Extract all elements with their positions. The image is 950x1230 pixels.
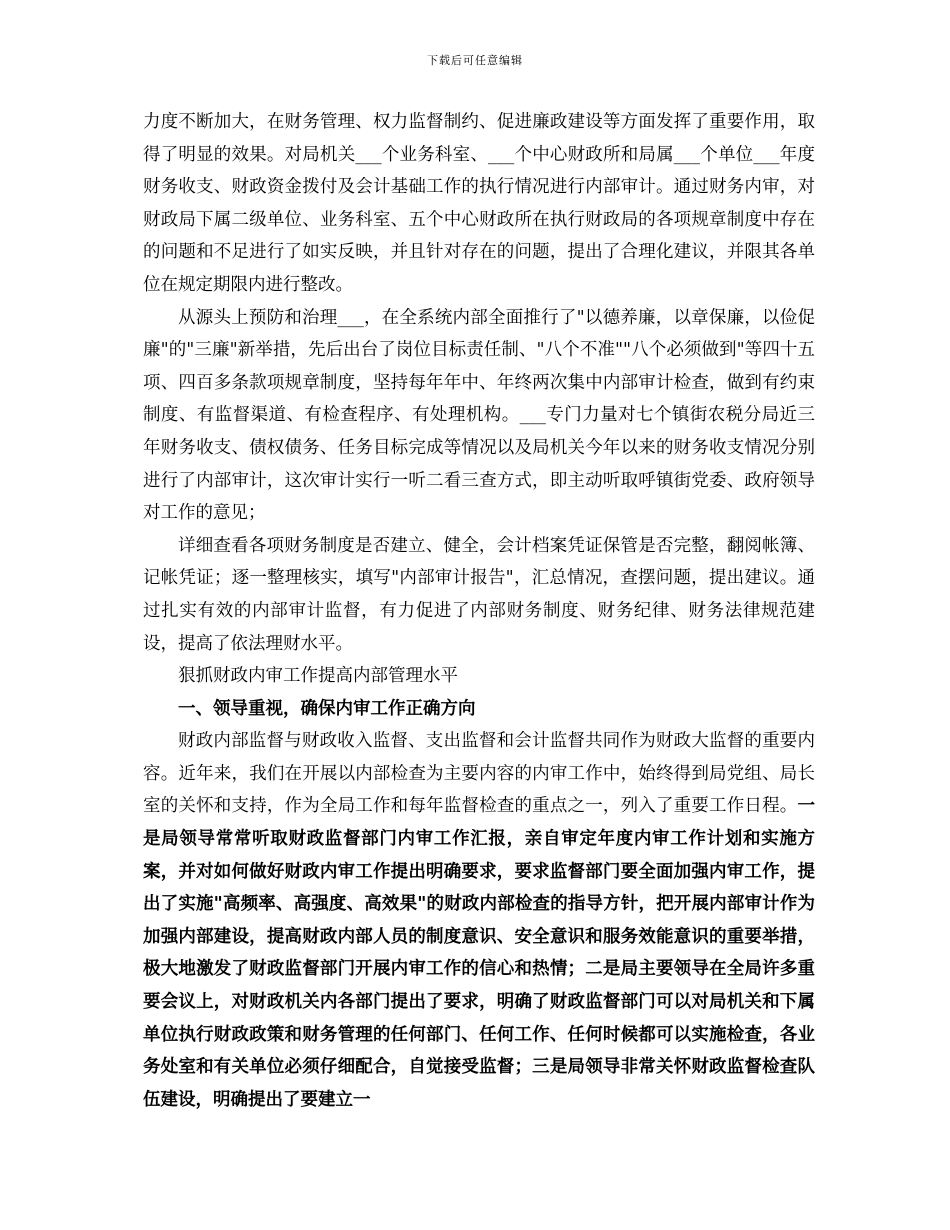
paragraph-3 bbox=[143, 530, 815, 660]
paragraph-3-text: 详细查看各项财务制度是否建立、健全，会计档案凭证保管是否完整，翻阅帐簿、记帐凭证；逐一整理核实，填写"内部审计报告"，汇总情况，查摆问题，提出建议。通过扎实有效的内部审计监督，有力促进了内部财务制度、财务纪律、财务法律规范建设，提高了依法理财水平。 bbox=[143, 535, 815, 654]
paragraph-1 bbox=[143, 106, 815, 302]
document-body bbox=[143, 106, 815, 1116]
section-title-text: 狠抓财政内审工作提高内部管理水平 bbox=[178, 666, 458, 687]
paragraph-4 bbox=[143, 725, 815, 1116]
subsection-heading-1 bbox=[143, 693, 815, 726]
paragraph-4-bold-text: 一是局领导常常听取财政监督部门内审工作汇报，亲自审定年度内审工作计划和实施方案，并对如何做好财政内审工作提出明确要求，要求监督部门要全面加强内审工作，提出了实施"高频率、高强度、高效果"的财政内部检查的指导方针，把开展内部审计作为加强内部建设，提高财政内部人员的制度意识、安全意识和服务效能意识的重要举措，极大地激发了财政监督部门开展内审工作的信心和热情；二是局主要领导在全局许多重要会议上，对财政机关内各部门提出了要求，明确了财政监督部门可以对局机关和下属单位执行财政政策和财务管理的任何部门、任何工作、任何时候都可以实施检查，各业务处室和有关单位必须仔细配合，自觉接受监督；三是局领导非常关怀财政监督检查队伍建设，明确提出了要建立一 bbox=[143, 796, 815, 1110]
subsection-heading-1-text: 一、领导重视，确保内审工作正确方向 bbox=[178, 698, 476, 719]
paragraph-4-text: 财政内部监督与财政收入监督、支出监督和会计监督共同作为财政大监督的重要内容。近年来，我们在开展以内部检查为主要内容的内审工作中，始终得到局党组、局长室的关怀和支持，作为全局工作和每年监督检查的重点之一，列入了重要工作日程。 bbox=[143, 731, 815, 817]
page-header: 下载后可任意编辑 bbox=[427, 54, 523, 67]
paragraph-2-text: 从源头上预防和治理___，在全系统内部全面推行了"以德养廉，以章保廉，以俭促廉"的"三廉"新举措，先后出台了岗位目标责任制、"八个不准""八个必须做到"等四十五项、四百多条款项规章制度，坚持每年年中、年终两次集中内部审计检查，做到有约束制度、有监督渠道、有检查程序、有处理机构。___专门力量对七个镇街农税分局近三年财务收支、债权债务、任务目标完成等情况以及局机关今年以来的财务收支情况分别进行了内部审计，这次审计实行一听二看三查方式，即主动听取呼镇街党委、政府领导对工作的意见； bbox=[143, 307, 815, 524]
paragraph-1-text: 力度不断加大，在财务管理、权力监督制约、促进廉政建设等方面发挥了重要作用，取得了明显的效果。对局机关___个业务科室、___个中心财政所和局属___个单位___年度财务收支、财政资金拨付及会计基础工作的执行情况进行内部审计。通过财务内审，对财政局下属二级单位、业务科室、五个中心财政所在执行财政局的各项规章制度中存在的问题和不足进行了如实反映，并且针对存在的问题，提出了合理化建议，并限其各单位在规定期限内进行整改。 bbox=[143, 112, 815, 295]
paragraph-2 bbox=[143, 302, 815, 530]
section-title bbox=[143, 660, 815, 693]
